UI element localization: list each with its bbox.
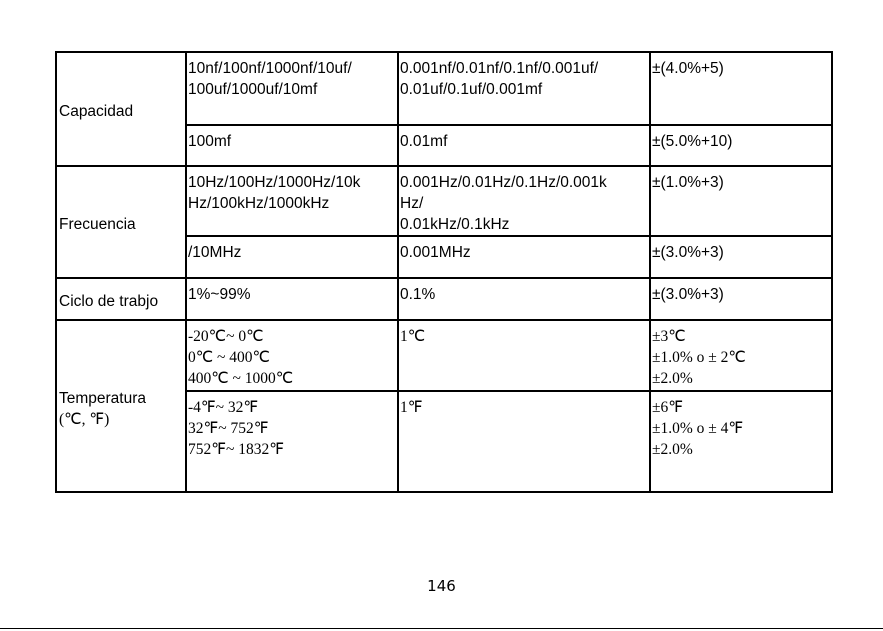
table-row <box>56 52 832 125</box>
specifications-table <box>55 51 833 493</box>
range-cell: -4℉~ 32℉ 32℉~ 752℉ 752℉~ 1832℉ <box>186 391 398 492</box>
resolution-cell: 1℉ <box>398 391 650 492</box>
accuracy-cell: ±(3.0%+3) <box>650 278 832 320</box>
param-frecuencia: Frecuencia <box>56 166 186 278</box>
accuracy-cell: ±6℉ ±1.0% o ± 4℉ ±2.0% <box>650 391 832 492</box>
param-temperatura-label: Temperatura <box>59 389 147 407</box>
table-row <box>56 278 832 320</box>
accuracy-cell: ±(3.0%+3) <box>650 236 832 278</box>
range-cell: /10MHz <box>186 236 398 278</box>
param-temperatura-units: (℃, ℉) <box>59 410 110 428</box>
accuracy-cell: ±(4.0%+5) <box>650 52 832 125</box>
resolution-cell: 0.01mf <box>398 125 650 166</box>
range-cell: 10Hz/100Hz/1000Hz/10k Hz/100kHz/1000kHz <box>186 166 398 236</box>
range-cell: 1%~99% <box>186 278 398 320</box>
page-number: 146 <box>427 577 456 595</box>
accuracy-cell: ±(1.0%+3) <box>650 166 832 236</box>
table-row <box>56 320 832 391</box>
accuracy-cell: ±(5.0%+10) <box>650 125 832 166</box>
resolution-cell: 0.001MHz <box>398 236 650 278</box>
page-bottom-rule <box>0 628 883 629</box>
table-row <box>56 166 832 236</box>
resolution-cell: 0.001Hz/0.01Hz/0.1Hz/0.001k Hz/ 0.01kHz/0.1kHz <box>398 166 650 236</box>
resolution-cell: 1℃ <box>398 320 650 391</box>
range-cell: 10nf/100nf/1000nf/10uf/ 100uf/1000uf/10mf <box>186 52 398 125</box>
range-cell: -20℃~ 0℃ 0℃ ~ 400℃ 400℃ ~ 1000℃ <box>186 320 398 391</box>
param-ciclo-de-trabajo: Ciclo de trabjo <box>56 278 186 320</box>
resolution-cell: 0.001nf/0.01nf/0.1nf/0.001uf/ 0.01uf/0.1uf/0.001mf <box>398 52 650 125</box>
param-capacidad: Capacidad <box>56 52 186 166</box>
accuracy-cell: ±3℃ ±1.0% o ± 2℃ ±2.0% <box>650 320 832 391</box>
range-cell: 100mf <box>186 125 398 166</box>
param-temperatura <box>56 320 186 492</box>
resolution-cell: 0.1% <box>398 278 650 320</box>
